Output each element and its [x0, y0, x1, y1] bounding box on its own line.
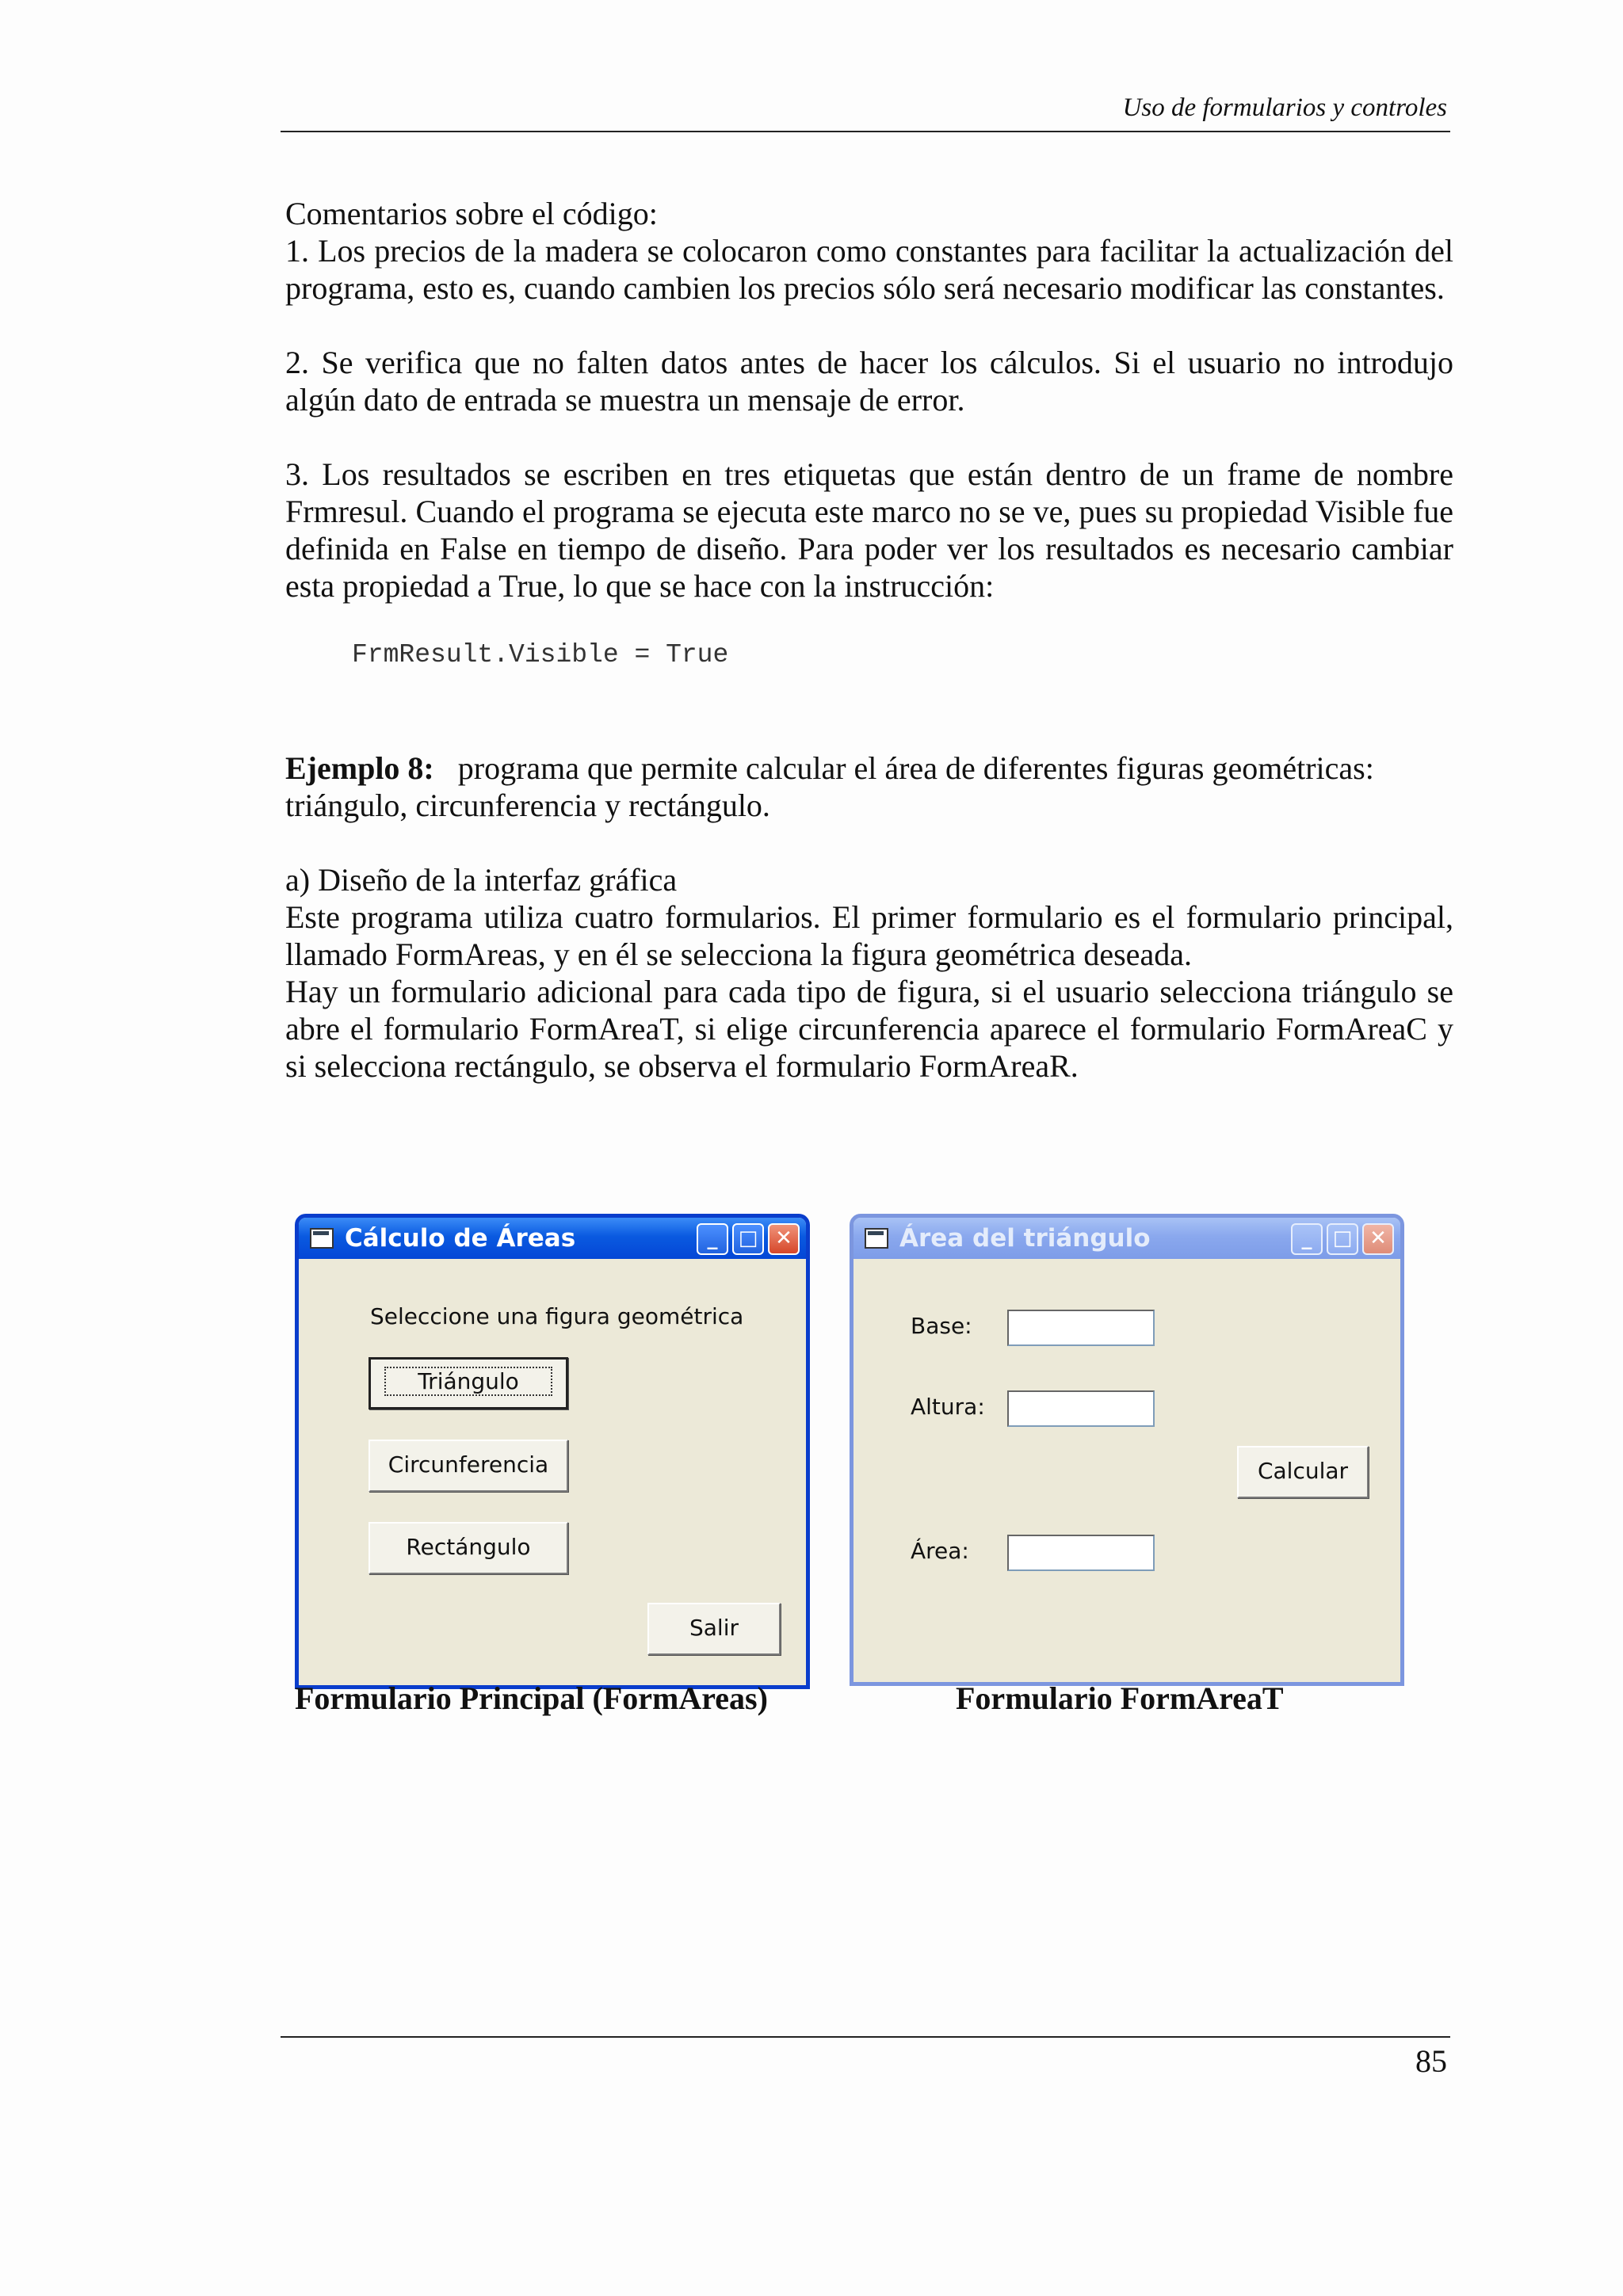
base-label: Base: [911, 1313, 972, 1339]
area-label: Área: [911, 1538, 969, 1564]
example-para-2: Hay un formulario adicional para cada tipo de figura, si el usuario selecciona triángulo se abre el formulario FormAreaT, si elige circunferencia aparece el formulario FormAreaC y si selecciona rectángulo, se observa el formulario FormAreaR. [285, 974, 1453, 1084]
close-icon[interactable]: ✕ [1362, 1223, 1394, 1255]
form-areas-titlebar[interactable] [299, 1218, 806, 1259]
comment-item-2: 2. Se verifica que no falten datos antes de hacer los cálculos. Si el usuario no introdujo algún dato de entrada se muestra un mensaje de error. [285, 345, 1453, 418]
form-areas-window [295, 1214, 810, 1689]
figure-prompt-label: Seleccione una figura geométrica [370, 1303, 744, 1329]
area-output[interactable] [1007, 1535, 1155, 1571]
footer-rule [281, 2036, 1450, 2038]
section-heading: a) Diseño de la interfaz gráfica [285, 862, 678, 898]
minimize-icon[interactable]: _ [697, 1223, 728, 1255]
maximize-icon[interactable]: □ [732, 1223, 764, 1255]
example-text: programa que permite calcular el área de diferentes figuras geométricas: triángulo, circunferencia y rectángulo. [285, 750, 1374, 823]
main-form-caption: Formulario Principal (FormAreas) [295, 1680, 768, 1716]
running-header: Uso de formularios y controles [1122, 93, 1447, 122]
exit-button[interactable]: Salir [647, 1603, 781, 1655]
example-intro [285, 749, 1453, 824]
rectangle-button[interactable]: Rectángulo [369, 1522, 568, 1574]
code-line: FrmResult.Visible = True [352, 640, 729, 669]
window-app-icon [865, 1228, 888, 1249]
base-input[interactable] [1007, 1310, 1155, 1346]
form-area-t-window [850, 1214, 1404, 1686]
comments-block [285, 195, 1453, 605]
height-label: Altura: [911, 1394, 985, 1420]
comment-item-3: 3. Los resultados se escriben en tres etiquetas que están dentro de un frame de nombre Frmresul. Cuando el programa se ejecuta este marco no se ve, pues su propiedad Visible fue definida en False en tiempo de diseño. Para poder ver los resultados es necesario cambiar esta propiedad a True, lo que se hace con la instrucción: [285, 456, 1453, 604]
comment-item-1: 1. Los precios de la madera se colocaron como constantes para facilitar la actualización del programa, esto es, cuando cambien los precios sólo será necesario modificar las constantes. [285, 233, 1453, 306]
form-area-t-title: Área del triángulo [899, 1224, 1151, 1253]
form-area-t-client [854, 1259, 1400, 1682]
circle-button[interactable]: Circunferencia [369, 1440, 568, 1492]
tri-form-caption: Formulario FormAreaT [956, 1680, 1284, 1716]
example-label: Ejemplo 8: [285, 750, 434, 786]
calculate-button[interactable]: Calcular [1237, 1446, 1369, 1498]
comments-heading: Comentarios sobre el código: [285, 196, 658, 231]
form-areas-title: Cálculo de Áreas [345, 1224, 576, 1253]
header-rule [281, 131, 1450, 132]
form-area-t-titlebar[interactable] [854, 1218, 1400, 1259]
window-app-icon [310, 1228, 334, 1249]
example-para-1: Este programa utiliza cuatro formularios. El primer formulario es el formulario principal, llamado FormAreas, y en él se selecciona la figura geométrica deseada. [285, 899, 1453, 972]
page-number: 85 [1415, 2043, 1447, 2079]
minimize-icon[interactable]: _ [1291, 1223, 1323, 1255]
maximize-icon[interactable]: □ [1327, 1223, 1358, 1255]
height-input[interactable] [1007, 1390, 1155, 1427]
close-icon[interactable]: ✕ [768, 1223, 800, 1255]
triangle-button-label: Triángulo [384, 1367, 552, 1396]
form-areas-client [299, 1259, 806, 1685]
triangle-button[interactable] [369, 1357, 568, 1409]
example-block [285, 749, 1453, 1085]
